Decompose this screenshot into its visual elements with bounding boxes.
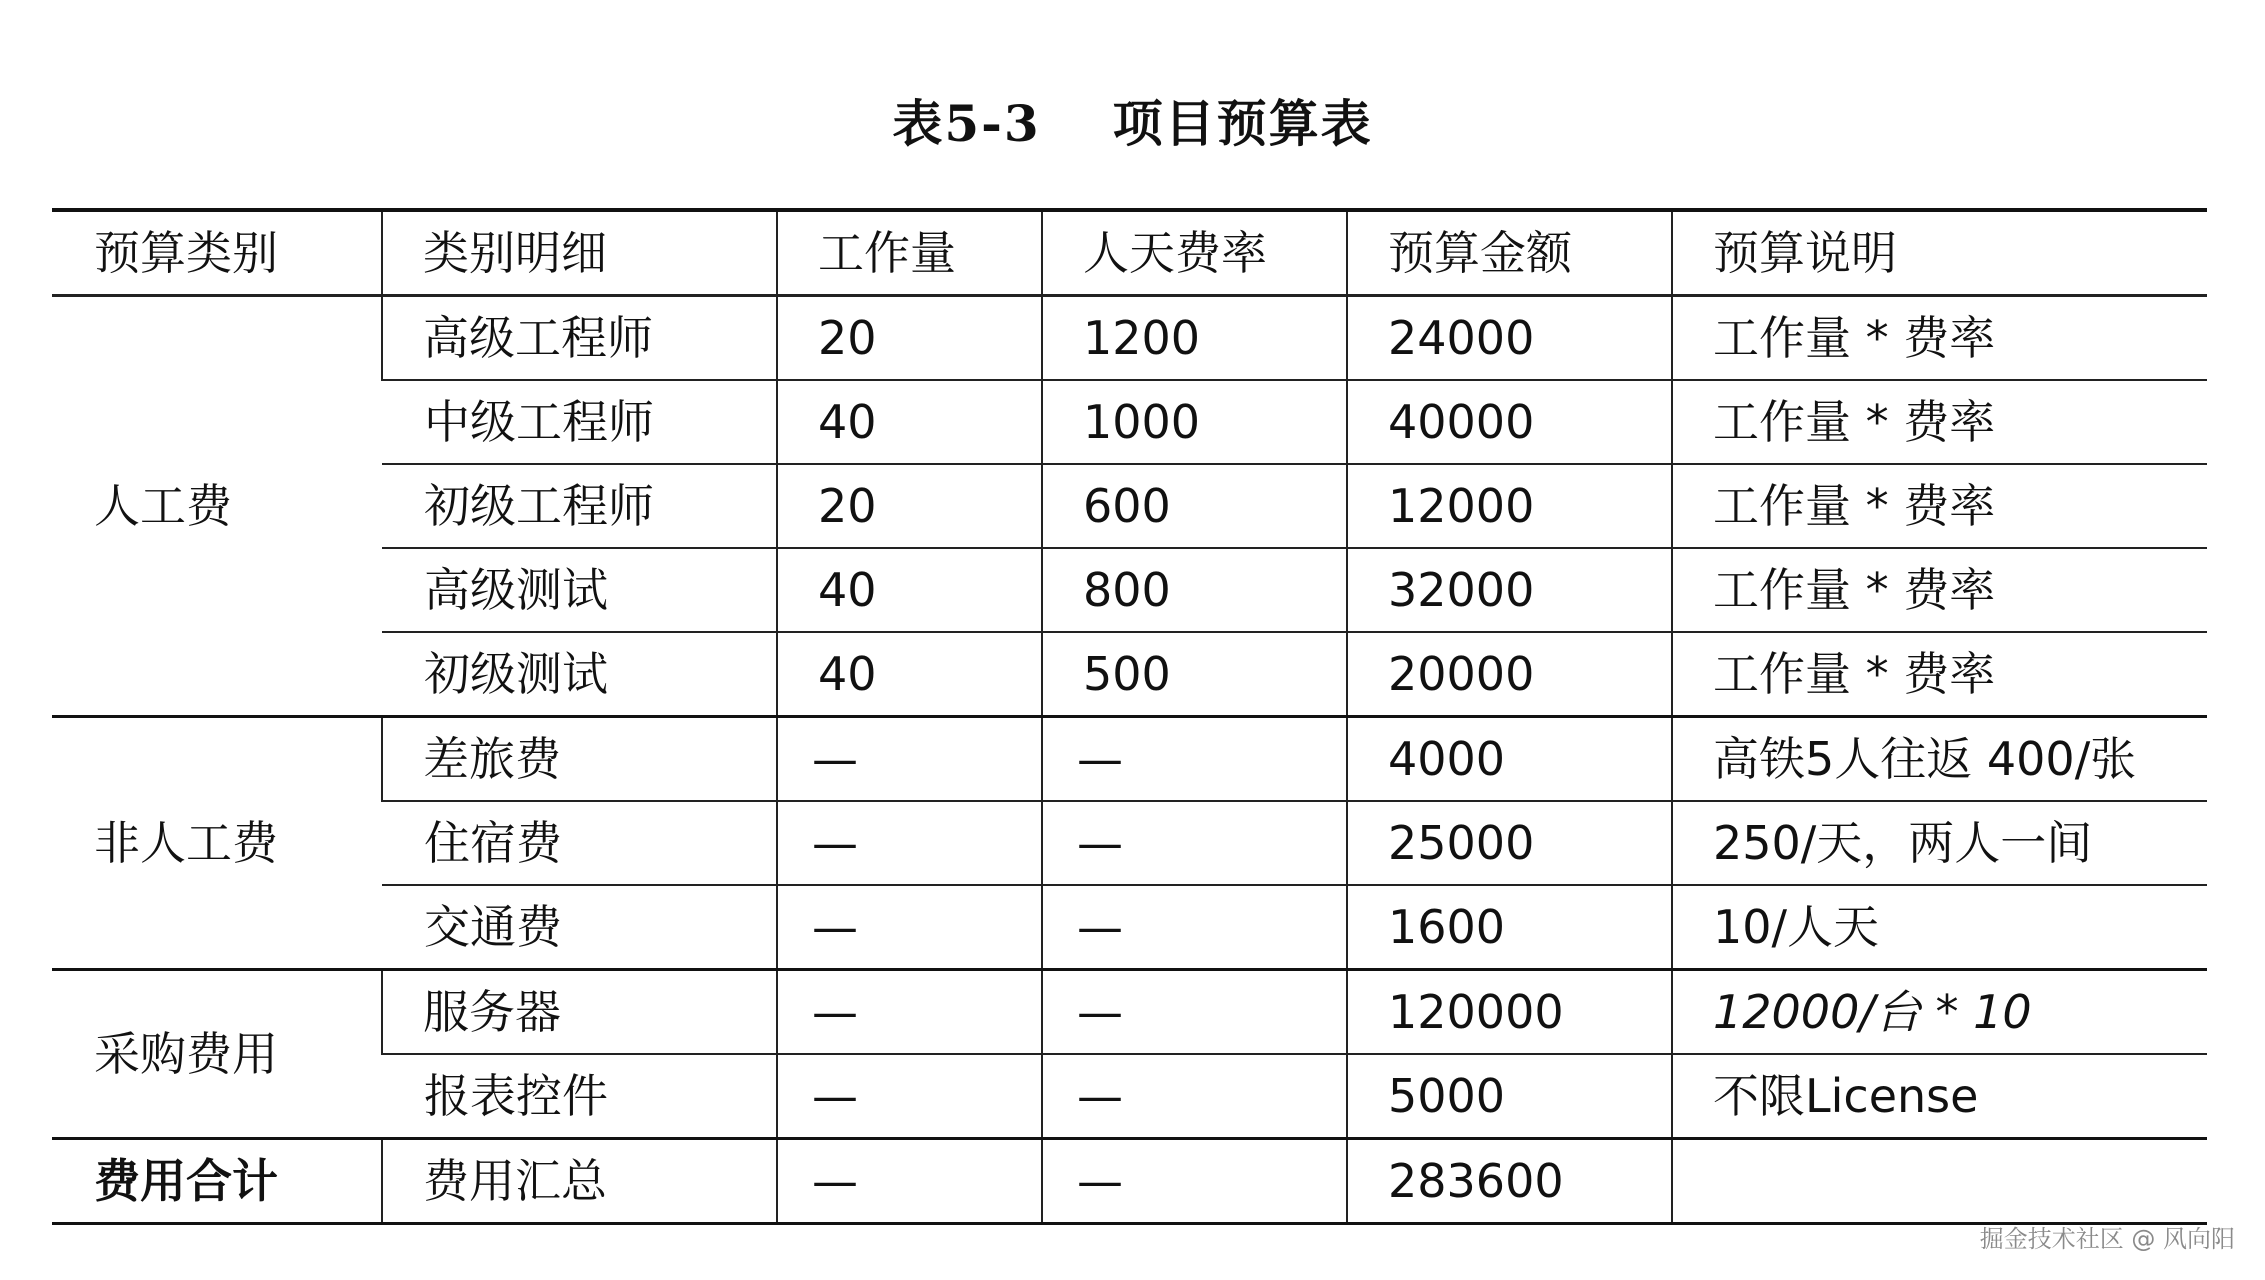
workload-cell: 20 [777, 464, 1042, 548]
category-cell: 采购费用 [52, 970, 382, 1139]
rate-cell: — [1042, 717, 1347, 802]
detail-cell: 服务器 [382, 970, 777, 1055]
amount-cell: 120000 [1347, 970, 1672, 1055]
table-row [52, 970, 2207, 1055]
rate-cell: 1000 [1042, 380, 1347, 464]
amount-cell: 24000 [1347, 296, 1672, 381]
workload-cell: — [777, 970, 1042, 1055]
table-title-text: 项目预算表 [1112, 94, 1373, 153]
header-workload: 工作量 [777, 210, 1042, 296]
total-detail-cell: 费用汇总 [382, 1139, 777, 1224]
detail-cell: 报表控件 [382, 1054, 777, 1139]
total-workload-cell: — [777, 1139, 1042, 1224]
total-rate-cell: — [1042, 1139, 1347, 1224]
workload-cell: 20 [777, 296, 1042, 381]
watermark: 掘金技术社区 @ 风向阳 [1979, 1225, 2235, 1253]
budget-table [52, 208, 2207, 1225]
rate-cell: 500 [1042, 632, 1347, 717]
detail-cell: 中级工程师 [382, 380, 777, 464]
rate-cell: — [1042, 970, 1347, 1055]
workload-cell: — [777, 1054, 1042, 1139]
header-category: 预算类别 [52, 210, 382, 296]
total-category-cell: 费用合计 [52, 1139, 382, 1224]
table-row [52, 296, 2207, 381]
table-row [52, 717, 2207, 802]
detail-cell: 住宿费 [382, 801, 777, 885]
amount-cell: 25000 [1347, 801, 1672, 885]
amount-cell: 20000 [1347, 632, 1672, 717]
note-cell: 高铁5人往返 400/张 [1672, 717, 2207, 802]
total-note-cell [1672, 1139, 2207, 1224]
amount-cell: 4000 [1347, 717, 1672, 802]
total-amount-cell: 283600 [1347, 1139, 1672, 1224]
workload-cell: 40 [777, 632, 1042, 717]
detail-cell: 交通费 [382, 885, 777, 970]
rate-cell: — [1042, 885, 1347, 970]
workload-cell: 40 [777, 548, 1042, 632]
note-cell: 250/天，两人一间 [1672, 801, 2207, 885]
note-cell: 不限License [1672, 1054, 2207, 1139]
detail-cell: 差旅费 [382, 717, 777, 802]
amount-cell: 5000 [1347, 1054, 1672, 1139]
note-cell: 工作量 * 费率 [1672, 632, 2207, 717]
detail-cell: 初级工程师 [382, 464, 777, 548]
header-rate: 人天费率 [1042, 210, 1347, 296]
note-cell: 工作量 * 费率 [1672, 548, 2207, 632]
total-row [52, 1139, 2207, 1224]
note-cell: 工作量 * 费率 [1672, 296, 2207, 381]
header-note: 预算说明 [1672, 210, 2207, 296]
rate-cell: — [1042, 1054, 1347, 1139]
rate-cell: 800 [1042, 548, 1347, 632]
note-cell: 工作量 * 费率 [1672, 380, 2207, 464]
header-detail: 类别明细 [382, 210, 777, 296]
workload-cell: — [777, 801, 1042, 885]
note-cell: 10/人天 [1672, 885, 2207, 970]
table-header-row [52, 210, 2207, 296]
detail-cell: 高级工程师 [382, 296, 777, 381]
amount-cell: 1600 [1347, 885, 1672, 970]
note-cell: 工作量 * 费率 [1672, 464, 2207, 548]
rate-cell: — [1042, 801, 1347, 885]
category-cell: 人工费 [52, 296, 382, 717]
detail-cell: 初级测试 [382, 632, 777, 717]
table-number: 表5-3 [892, 94, 1041, 153]
workload-cell: — [777, 717, 1042, 802]
workload-cell: — [777, 885, 1042, 970]
note-cell: 12000/台 * 10 [1672, 970, 2207, 1055]
table-title [0, 78, 2265, 170]
amount-cell: 32000 [1347, 548, 1672, 632]
category-cell: 非人工费 [52, 717, 382, 970]
amount-cell: 12000 [1347, 464, 1672, 548]
rate-cell: 600 [1042, 464, 1347, 548]
workload-cell: 40 [777, 380, 1042, 464]
rate-cell: 1200 [1042, 296, 1347, 381]
header-amount: 预算金额 [1347, 210, 1672, 296]
detail-cell: 高级测试 [382, 548, 777, 632]
amount-cell: 40000 [1347, 380, 1672, 464]
